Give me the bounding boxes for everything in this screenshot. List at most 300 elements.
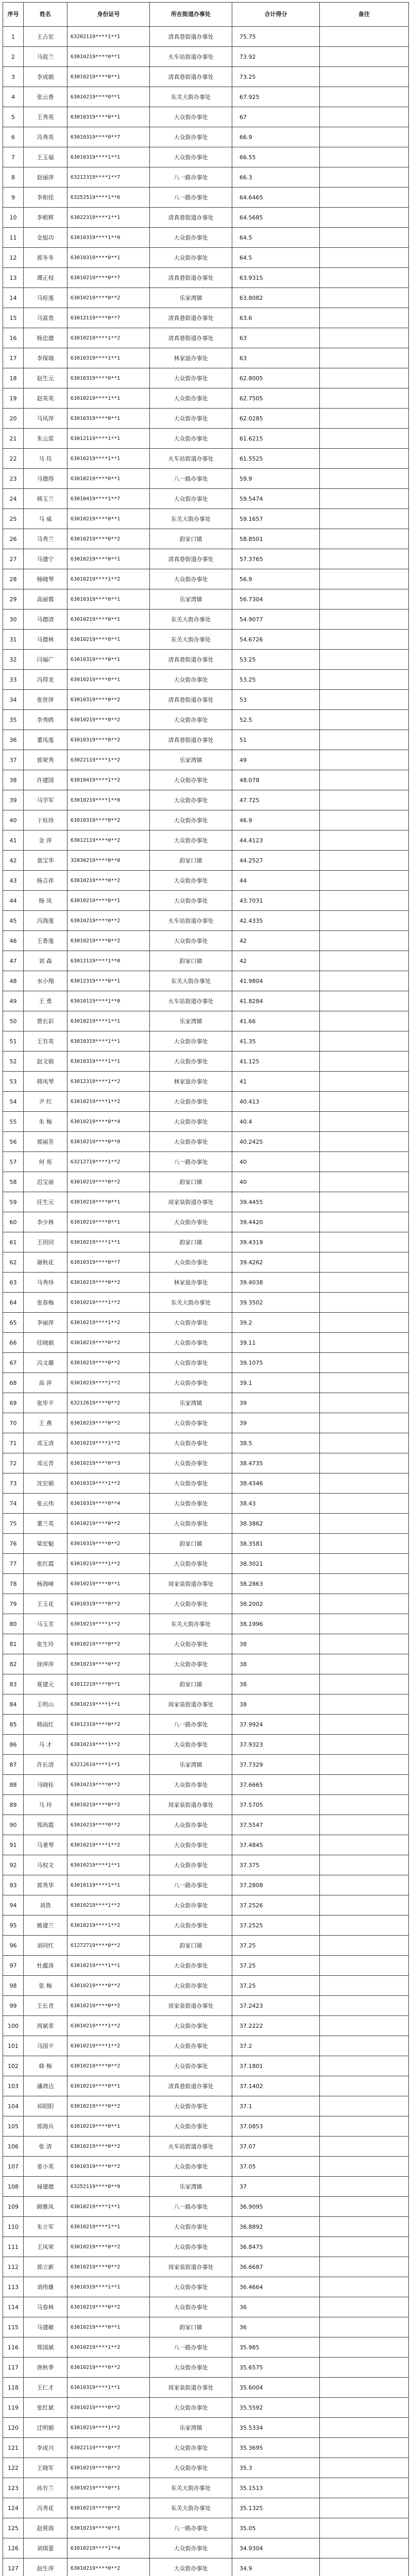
id-cell: 63012119****0**7 — [67, 308, 150, 328]
table-row — [3, 549, 409, 569]
name-cell: 王 燕 — [24, 1413, 67, 1433]
score-cell: 37.375 — [232, 1855, 320, 1875]
note-cell — [320, 1152, 409, 1172]
note-cell — [320, 1956, 409, 1976]
office-cell: 韵家口镇 — [150, 851, 232, 871]
table-row — [3, 891, 409, 911]
score-cell: 35.1325 — [232, 2498, 320, 2518]
table-row — [3, 851, 409, 871]
id-cell: 63010219****1**2 — [67, 1835, 150, 1855]
table-row — [3, 730, 409, 750]
note-cell — [320, 1112, 409, 1132]
note-cell — [320, 1654, 409, 1674]
name-cell: 冯秀花 — [24, 2498, 67, 2518]
table-row — [3, 248, 409, 268]
seq-cell: 95 — [3, 1916, 24, 1936]
note-cell — [320, 690, 409, 710]
table-row — [3, 188, 409, 208]
table-row — [3, 1715, 409, 1735]
seq-cell: 73 — [3, 1473, 24, 1494]
seq-cell: 57 — [3, 1152, 24, 1172]
header-score: 合计得分 — [232, 3, 320, 27]
id-cell: 63010119****1**1 — [67, 1875, 150, 1895]
name-cell: 马玉芳 — [24, 1614, 67, 1634]
table-row — [3, 27, 409, 47]
table-row — [3, 2016, 409, 2036]
seq-cell: 101 — [3, 2036, 24, 2056]
score-cell: 66.55 — [232, 147, 320, 167]
seq-cell: 6 — [3, 127, 24, 147]
note-cell — [320, 1514, 409, 1534]
score-cell: 51 — [232, 730, 320, 750]
name-cell: 李和佳 — [24, 188, 67, 208]
note-cell — [320, 750, 409, 770]
table-row — [3, 348, 409, 368]
score-cell: 37.07 — [232, 2137, 320, 2157]
note-cell — [320, 2518, 409, 2538]
seq-cell: 55 — [3, 1112, 24, 1132]
score-cell: 41 — [232, 1072, 320, 1092]
name-cell: 冯得龙 — [24, 670, 67, 690]
table-row — [3, 2137, 409, 2157]
office-cell: 大众街办事处 — [150, 1353, 232, 1373]
table-row — [3, 1494, 409, 1514]
id-cell: 63010219****1**2 — [67, 328, 150, 348]
note-cell — [320, 1694, 409, 1715]
seq-cell: 82 — [3, 1654, 24, 1674]
table-row — [3, 2116, 409, 2137]
seq-cell: 59 — [3, 1192, 24, 1212]
table-row — [3, 228, 409, 248]
id-cell: 63010219****0**1 — [67, 1574, 150, 1594]
table-row — [3, 790, 409, 810]
office-cell: 乐家湾镇 — [150, 288, 232, 308]
seq-cell: 68 — [3, 1373, 24, 1393]
id-cell: 63010219****1**1 — [67, 1232, 150, 1252]
seq-cell: 90 — [3, 1815, 24, 1835]
score-cell: 41.125 — [232, 1052, 320, 1072]
note-cell — [320, 770, 409, 790]
name-cell: 韩玉兰 — [24, 489, 67, 509]
table-row — [3, 931, 409, 951]
id-cell: 63010219****0**2 — [67, 2056, 150, 2076]
name-cell: 杨吉祥 — [24, 871, 67, 891]
office-cell: 周家泉街道办事处 — [150, 2257, 232, 2277]
seq-cell: 4 — [3, 87, 24, 107]
score-cell: 67 — [232, 107, 320, 127]
name-cell: 李少林 — [24, 1212, 67, 1232]
score-cell: 56.7304 — [232, 589, 320, 609]
name-cell: 郭荣秀 — [24, 750, 67, 770]
note-cell — [320, 1895, 409, 1916]
table-row — [3, 2177, 409, 2197]
seq-cell: 79 — [3, 1594, 24, 1614]
note-cell — [320, 549, 409, 569]
score-cell: 54.6726 — [232, 630, 320, 650]
table-row — [3, 1996, 409, 2016]
note-cell — [320, 127, 409, 147]
table-row — [3, 1654, 409, 1674]
table-row — [3, 1072, 409, 1092]
seq-cell: 23 — [3, 469, 24, 489]
score-cell: 39.3502 — [232, 1293, 320, 1313]
office-cell: 东关大街办事处 — [150, 87, 232, 107]
seq-cell: 89 — [3, 1795, 24, 1815]
id-cell: 63010219****0**2 — [67, 710, 150, 730]
note-cell — [320, 2177, 409, 2197]
name-cell: 朱立军 — [24, 2217, 67, 2237]
office-cell: 东关大街办事处 — [150, 2478, 232, 2498]
office-cell: 乐家湾镇 — [150, 589, 232, 609]
table-row — [3, 1956, 409, 1976]
seq-cell: 47 — [3, 951, 24, 971]
office-cell: 火车站街道办事处 — [150, 911, 232, 931]
score-cell: 59.9 — [232, 469, 320, 489]
score-cell: 37.9323 — [232, 1735, 320, 1755]
score-cell: 61.6215 — [232, 429, 320, 449]
name-cell: 金 萍 — [24, 831, 67, 851]
seq-cell: 8 — [3, 167, 24, 188]
id-cell: 63010219****0**1 — [67, 670, 150, 690]
score-cell: 66.3 — [232, 167, 320, 188]
seq-cell: 50 — [3, 1011, 24, 1031]
name-cell: 郑国斌 — [24, 2337, 67, 2358]
id-cell: 63022319****1**1 — [67, 208, 150, 228]
id-cell: 63010219****0**4 — [67, 1112, 150, 1132]
note-cell — [320, 1534, 409, 1554]
office-cell: 东关大街办事处 — [150, 630, 232, 650]
office-cell: 大众街办事处 — [150, 1775, 232, 1795]
office-cell: 大众街办事处 — [150, 1373, 232, 1393]
id-cell: 63252519****1**6 — [67, 188, 150, 208]
id-cell: 63010219****0**2 — [67, 931, 150, 951]
id-cell: 63010319****0**2 — [67, 810, 150, 831]
seq-cell: 66 — [3, 1333, 24, 1353]
office-cell: 清真巷街道办事处 — [150, 2076, 232, 2096]
score-cell: 62.7505 — [232, 388, 320, 409]
table-row — [3, 1815, 409, 1835]
header-name: 姓名 — [24, 3, 67, 27]
table-row — [3, 388, 409, 409]
score-cell: 37.25 — [232, 1976, 320, 1996]
seq-cell: 39 — [3, 790, 24, 810]
office-cell: 大众街办事处 — [150, 1815, 232, 1835]
name-cell: 金旭功 — [24, 228, 67, 248]
seq-cell: 98 — [3, 1976, 24, 1996]
note-cell — [320, 1614, 409, 1634]
table-row — [3, 2217, 409, 2237]
seq-cell: 48 — [3, 971, 24, 991]
id-cell: 63010219****0**2 — [67, 1654, 150, 1674]
score-cell: 38 — [232, 1674, 320, 1694]
name-cell: 赵生元 — [24, 368, 67, 388]
score-cell: 38.3581 — [232, 1534, 320, 1554]
id-cell: 63010219****0**3 — [67, 1453, 150, 1473]
id-cell: 63010219****0**1 — [67, 47, 150, 67]
name-cell: 迟宝丽 — [24, 1172, 67, 1192]
score-cell: 38.43 — [232, 1494, 320, 1514]
id-cell: 63010219****0**1 — [67, 2317, 150, 2337]
table-row — [3, 2498, 409, 2518]
office-cell: 乐家湾镇 — [150, 2418, 232, 2438]
note-cell — [320, 991, 409, 1011]
id-cell: 63010219****0**1 — [67, 2116, 150, 2137]
seq-cell: 21 — [3, 429, 24, 449]
score-cell: 62.8005 — [232, 368, 320, 388]
seq-cell: 41 — [3, 831, 24, 851]
table-row — [3, 1514, 409, 1534]
name-cell: 马国平 — [24, 2036, 67, 2056]
note-cell — [320, 2438, 409, 2458]
seq-cell: 31 — [3, 630, 24, 650]
name-cell: 王占宏 — [24, 27, 67, 47]
office-cell: 大众街办事处 — [150, 1333, 232, 1353]
office-cell: 大众街办事处 — [150, 228, 232, 248]
seq-cell: 81 — [3, 1634, 24, 1654]
name-cell: 唐秋季 — [24, 2358, 67, 2378]
table-row — [3, 2358, 409, 2378]
name-cell: 闫福广 — [24, 650, 67, 670]
seq-cell: 114 — [3, 2297, 24, 2317]
seq-cell: 106 — [3, 2137, 24, 2157]
note-cell — [320, 188, 409, 208]
seq-cell: 85 — [3, 1715, 24, 1735]
note-cell — [320, 47, 409, 67]
score-cell: 35.1513 — [232, 2478, 320, 2498]
score-cell: 37.1402 — [232, 2076, 320, 2096]
note-cell — [320, 2116, 409, 2137]
id-cell: 63010219****1**2 — [67, 1433, 150, 1453]
id-cell: 32030219****0**8 — [67, 851, 150, 871]
office-cell: 火车站街道办事处 — [150, 2137, 232, 2157]
name-cell: 韩凤琴 — [24, 1072, 67, 1092]
score-cell: 53 — [232, 690, 320, 710]
name-cell: 高丽蓉 — [24, 589, 67, 609]
name-cell: 于桂珍 — [24, 810, 67, 831]
header-id: 身份证号 — [67, 3, 150, 27]
id-cell: 63010319****1**1 — [67, 348, 150, 368]
note-cell — [320, 2297, 409, 2317]
score-cell: 63.8082 — [232, 288, 320, 308]
table-row — [3, 87, 409, 107]
note-cell — [320, 1011, 409, 1031]
id-cell: 63012219****0**1 — [67, 1674, 150, 1694]
seq-cell: 42 — [3, 851, 24, 871]
table-row — [3, 2378, 409, 2398]
note-cell — [320, 2538, 409, 2558]
name-cell: 韩雨红 — [24, 1715, 67, 1735]
id-cell: 63010219****0**2 — [67, 1795, 150, 1815]
table-row — [3, 529, 409, 549]
id-cell: 63010219****0**1 — [67, 67, 150, 87]
id-cell: 63010219****0**2 — [67, 911, 150, 931]
id-cell: 63010219****0**0 — [67, 1132, 150, 1152]
office-cell: 韵家口镇 — [150, 1172, 232, 1192]
table-row — [3, 1453, 409, 1473]
note-cell — [320, 2157, 409, 2177]
seq-cell: 94 — [3, 1895, 24, 1916]
office-cell: 大众街办事处 — [150, 2096, 232, 2116]
score-cell: 38.4735 — [232, 1453, 320, 1473]
name-cell: 贾长彩 — [24, 1011, 67, 1031]
seq-cell: 76 — [3, 1534, 24, 1554]
note-cell — [320, 348, 409, 368]
seq-cell: 11 — [3, 228, 24, 248]
id-cell: 63212619****0**2 — [67, 1393, 150, 1413]
note-cell — [320, 810, 409, 831]
name-cell: 李成兴 — [24, 2438, 67, 2458]
score-cell: 64.6465 — [232, 188, 320, 208]
id-cell: 63010319****1**0 — [67, 228, 150, 248]
note-cell — [320, 1453, 409, 1473]
seq-cell: 123 — [3, 2478, 24, 2498]
table-row — [3, 328, 409, 348]
id-cell: 63010219****1**1 — [67, 449, 150, 469]
id-cell: 63010319****0**2 — [67, 730, 150, 750]
note-cell — [320, 931, 409, 951]
note-cell — [320, 1172, 409, 1192]
id-cell: 63010219****0**2 — [67, 2558, 150, 2576]
office-cell: 大众街办事处 — [150, 1413, 232, 1433]
note-cell — [320, 1554, 409, 1574]
name-cell: 马秀兰 — [24, 529, 67, 549]
id-cell: 63010219****0**2 — [67, 1413, 150, 1433]
name-cell: 马权文 — [24, 1855, 67, 1875]
name-cell: 张红斌 — [24, 2398, 67, 2418]
table-row — [3, 871, 409, 891]
seq-cell: 92 — [3, 1855, 24, 1875]
table-row — [3, 630, 409, 650]
name-cell: 王玥同 — [24, 1232, 67, 1252]
office-cell: 大众街办事处 — [150, 1855, 232, 1875]
score-cell: 37.2222 — [232, 2016, 320, 2036]
table-row — [3, 1835, 409, 1855]
seq-cell: 127 — [3, 2558, 24, 2576]
office-cell: 韵家口镇 — [150, 1232, 232, 1252]
score-cell: 46.9 — [232, 810, 320, 831]
note-cell — [320, 1916, 409, 1936]
table-row — [3, 409, 409, 429]
note-cell — [320, 1996, 409, 2016]
score-cell: 35.5592 — [232, 2398, 320, 2418]
score-cell: 64.5 — [232, 248, 320, 268]
name-cell: 刘伟雄 — [24, 2277, 67, 2297]
table-row — [3, 1534, 409, 1554]
office-cell: 东关大街办事处 — [150, 1614, 232, 1634]
note-cell — [320, 1313, 409, 1333]
note-cell — [320, 951, 409, 971]
name-cell: 冯秀英 — [24, 127, 67, 147]
name-cell: 谭正权 — [24, 268, 67, 288]
table-row — [3, 1916, 409, 1936]
office-cell: 大众街办事处 — [150, 1052, 232, 1072]
name-cell: 马晓桂 — [24, 1775, 67, 1795]
seq-cell: 62 — [3, 1252, 24, 1273]
seq-cell: 118 — [3, 2378, 24, 2398]
id-cell: 63010319****0**2 — [67, 1594, 150, 1614]
table-row — [3, 2438, 409, 2458]
id-cell: 63010319****0**4 — [67, 1494, 150, 1514]
note-cell — [320, 2418, 409, 2438]
name-cell: 郭丽芳 — [24, 1132, 67, 1152]
office-cell: 大众街办事处 — [150, 1956, 232, 1976]
office-cell: 八一路办事处 — [150, 2337, 232, 2358]
table-row — [3, 1634, 409, 1654]
name-cell: 马庭兰 — [24, 47, 67, 67]
seq-cell: 18 — [3, 368, 24, 388]
note-cell — [320, 2498, 409, 2518]
seq-cell: 65 — [3, 1313, 24, 1333]
seq-cell: 20 — [3, 409, 24, 429]
name-cell: 马桂莲 — [24, 288, 67, 308]
office-cell: 大众街办事处 — [150, 429, 232, 449]
table-row — [3, 569, 409, 589]
office-cell: 东关大街办事处 — [150, 2498, 232, 2518]
table-row — [3, 2096, 409, 2116]
id-cell: 63010219****1**2 — [67, 1614, 150, 1634]
score-cell: 40.413 — [232, 1092, 320, 1112]
office-cell: 八一路办事处 — [150, 188, 232, 208]
id-cell: 63010219****0**1 — [67, 549, 150, 569]
office-cell: 大众街办事处 — [150, 790, 232, 810]
office-cell: 火车站街道办事处 — [150, 449, 232, 469]
score-cell: 35.6575 — [232, 2358, 320, 2378]
office-cell: 大众街办事处 — [150, 248, 232, 268]
seq-cell: 37 — [3, 750, 24, 770]
score-cell: 39.1075 — [232, 1353, 320, 1373]
office-cell: 大众街办事处 — [150, 1132, 232, 1152]
note-cell — [320, 1494, 409, 1514]
score-cell: 35.985 — [232, 2337, 320, 2358]
table-row — [3, 1473, 409, 1494]
office-cell: 大众街办事处 — [150, 2277, 232, 2297]
table-row — [3, 1594, 409, 1614]
note-cell — [320, 871, 409, 891]
note-cell — [320, 1212, 409, 1232]
seq-cell: 125 — [3, 2518, 24, 2538]
id-cell: 63202119****1**1 — [67, 27, 150, 47]
name-cell: 赵生萍 — [24, 2558, 67, 2576]
note-cell — [320, 1574, 409, 1594]
office-cell: 大众街办事处 — [150, 1212, 232, 1232]
note-cell — [320, 1433, 409, 1453]
id-cell: 63010219****1**2 — [67, 1373, 150, 1393]
table-row — [3, 509, 409, 529]
score-cell: 37 — [232, 2177, 320, 2197]
score-cell: 57.3765 — [232, 549, 320, 569]
name-cell: 王晓军 — [24, 2458, 67, 2478]
seq-cell: 104 — [3, 2096, 24, 2116]
score-cell: 38 — [232, 1634, 320, 1654]
score-cell: 38 — [232, 1694, 320, 1715]
score-cell: 38.1996 — [232, 1614, 320, 1634]
id-cell: 63012319****0**1 — [67, 971, 150, 991]
office-cell: 大众街办事处 — [150, 2157, 232, 2177]
table-row — [3, 2478, 409, 2498]
office-cell: 大众街办事处 — [150, 831, 232, 851]
table-row — [3, 1554, 409, 1574]
score-cell: 63 — [232, 328, 320, 348]
note-cell — [320, 2096, 409, 2116]
score-cell: 48.078 — [232, 770, 320, 790]
score-cell: 36.8892 — [232, 2217, 320, 2237]
score-cell: 37.1801 — [232, 2056, 320, 2076]
table-row — [3, 710, 409, 730]
seq-cell: 12 — [3, 248, 24, 268]
note-cell — [320, 1333, 409, 1353]
office-cell: 大众街办事处 — [150, 368, 232, 388]
seq-cell: 15 — [3, 308, 24, 328]
